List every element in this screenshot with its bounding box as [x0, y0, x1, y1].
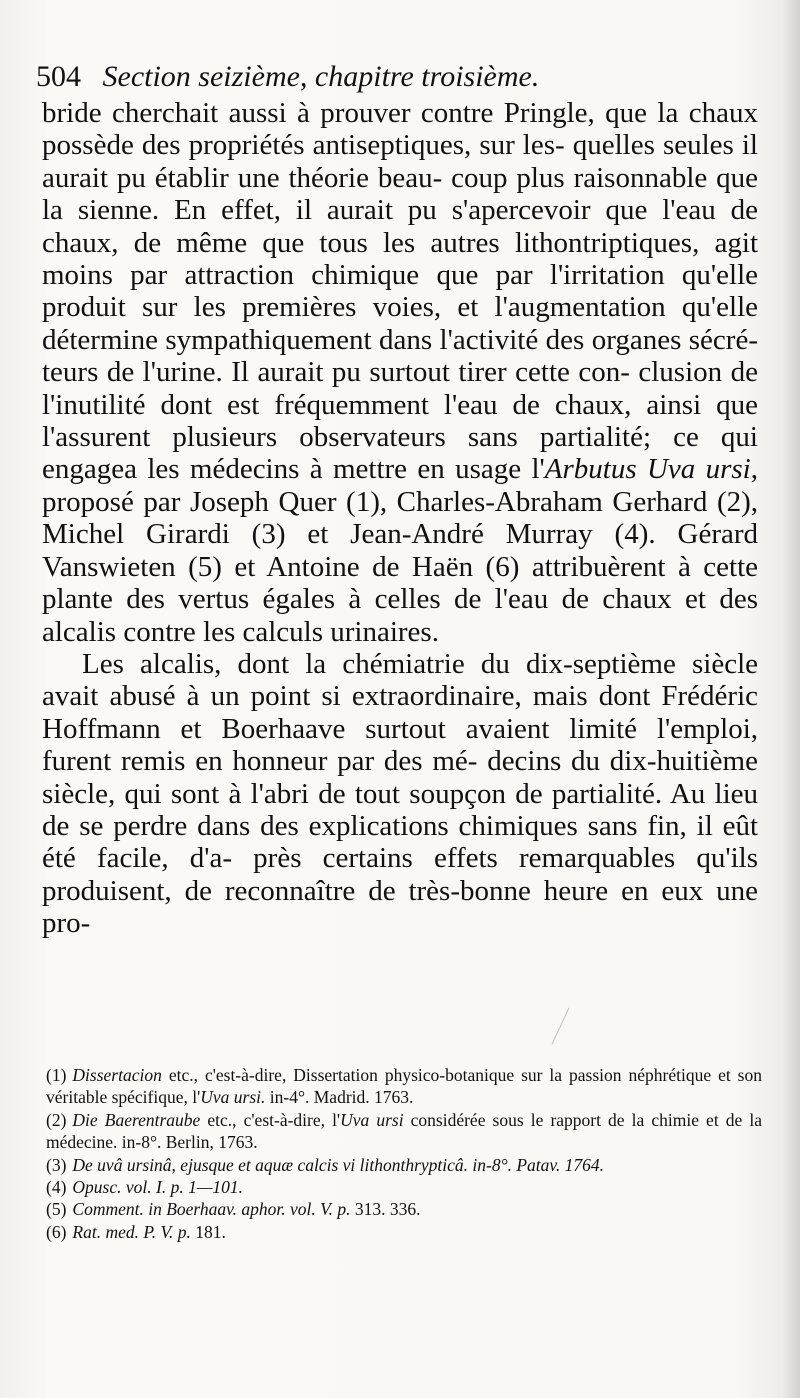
footnote-title: Rat. med. P. V. p. [72, 1221, 191, 1242]
footnote-title: Uva ursi. [200, 1087, 266, 1108]
text-line: clusion de l'inutilité dont est fréquemment l'eau de [42, 356, 758, 421]
text-line: Quer (1), Charles-Abraham Gerhard (2), Michel [42, 485, 759, 551]
footnote-number: (5) [46, 1199, 67, 1220]
text-line: premières voies, et l'augmentation qu'elle détermine [42, 291, 758, 356]
footnote-text: 313. 336. [350, 1199, 421, 1220]
text-line: quelles seules il aurait pu établir une théorie beau- [42, 129, 758, 194]
pen-mark [552, 1008, 570, 1045]
footnote-text: etc., c'est-à-dire, Dissertation physico-botanique sur la passion néphrétique et son véritable spécifique, l' [46, 1065, 762, 1108]
text-line: siècle avait abusé à un point si extraordinaire, mais [42, 647, 759, 713]
footnote-3 [46, 1154, 762, 1176]
footnote-number: (4) [46, 1177, 67, 1198]
footnote-title: De uvâ ursinâ, ejusque et aquæ calcis vi lithonthrypticâ. in-8°. Patav. 1764. [72, 1154, 604, 1175]
text-line: chaux possède des propriétés antiseptiques, sur les- [42, 97, 759, 162]
footnote-title: Comment. in Boerhaav. aphor. vol. V. p. [72, 1199, 351, 1220]
text-line: pu s'apercevoir que l'eau de chaux, de même que tous [42, 194, 758, 259]
text-line: sympathiquement dans l'activité des organes sécré- [165, 323, 758, 356]
footnote-title: Uva ursi [340, 1109, 404, 1130]
text-line: limité l'emploi, furent remis en honneur par des mé- [42, 712, 759, 778]
running-header [36, 58, 756, 96]
footnote-number: (6) [46, 1221, 67, 1242]
footnote-1 [46, 1064, 762, 1109]
footnote-text: 181. [190, 1221, 226, 1242]
footnotes [46, 1064, 762, 1243]
text-line: Vanswieten (5) et Antoine de Haën (6) attribuèrent [42, 550, 666, 583]
footnote-text: in-4°. Madrid. 1763. [265, 1087, 414, 1108]
text-line: dont Frédéric Hoffmann et Boerhaave surtout avaient [42, 680, 758, 745]
text-line: Les alcalis, dont la chémiatrie du dix-septième [82, 647, 676, 680]
text-line: près certains effets remarquables qu'ils produisent, [42, 842, 758, 907]
text-line: chaux, ainsi que l'assurent plusieurs observateurs [42, 388, 759, 454]
page-number: 504 [36, 60, 81, 93]
text-line: coup plus raisonnable que la sienne. En effet, il aurait [42, 161, 759, 227]
text-line: chaux et des alcalis contre les calculs urinaires. [42, 583, 759, 648]
paragraph-1 [42, 97, 758, 648]
footnote-title: Dissertacion [72, 1065, 162, 1085]
text-line: , proposé par Joseph [42, 453, 758, 518]
text-line: sans partialité; ce qui engagea les médecins à mettre [42, 421, 758, 486]
text-line: de reconnaître de très-bonne heure en eux une pro- [42, 874, 758, 940]
footnote-text: considérée sous le rapport de la chimie et de la médecine. in-8°. Berlin, 1763. [46, 1109, 762, 1153]
footnote-number: (1) [46, 1065, 67, 1085]
footnote-number: (3) [46, 1154, 67, 1175]
footnote-title: Die Baerentraube [72, 1109, 201, 1130]
footnote-4 [46, 1176, 762, 1198]
running-title: Section seizième, chapitre troisième. [102, 60, 540, 93]
text-line: en usage l' [417, 453, 545, 486]
text-line: bride cherchait aussi à prouver contre Pringle, que la [42, 97, 679, 129]
footnote-5 [46, 1198, 762, 1220]
text-line: chimique que par l'irritation qu'elle produit sur les [42, 259, 759, 324]
text-line: decins du dix-huitième siècle, qui sont à l'abri de tout [42, 745, 758, 810]
paragraph-2 [42, 648, 758, 940]
text-line: les autres lithontriptiques, agit moins par attraction [42, 226, 759, 292]
text-line: Girardi (3) et Jean-André Murray (4). Gérard [146, 518, 759, 551]
text-line: teurs de l'urine. Il aurait pu surtout tirer cette con- [42, 356, 630, 389]
page-edge-shadow [782, 0, 800, 1398]
text-line: soupçon de partialité. Au lieu de se perdre dans des [42, 777, 759, 842]
footnote-text: etc., c'est-à-dire, l' [200, 1109, 341, 1130]
footnote-number: (2) [46, 1109, 67, 1130]
footnote-title: Opusc. vol. I. p. 1—101. [72, 1177, 244, 1198]
text-line: à cette plante des vertus égales à celles de l'eau de [42, 550, 759, 616]
main-text [42, 97, 758, 940]
footnote-6 [46, 1221, 762, 1243]
text-line: explications chimiques sans fin, il eût été facile, d'a- [42, 809, 759, 875]
footnote-2 [46, 1109, 762, 1154]
species-name: Arbutus Uva ursi [544, 453, 751, 486]
